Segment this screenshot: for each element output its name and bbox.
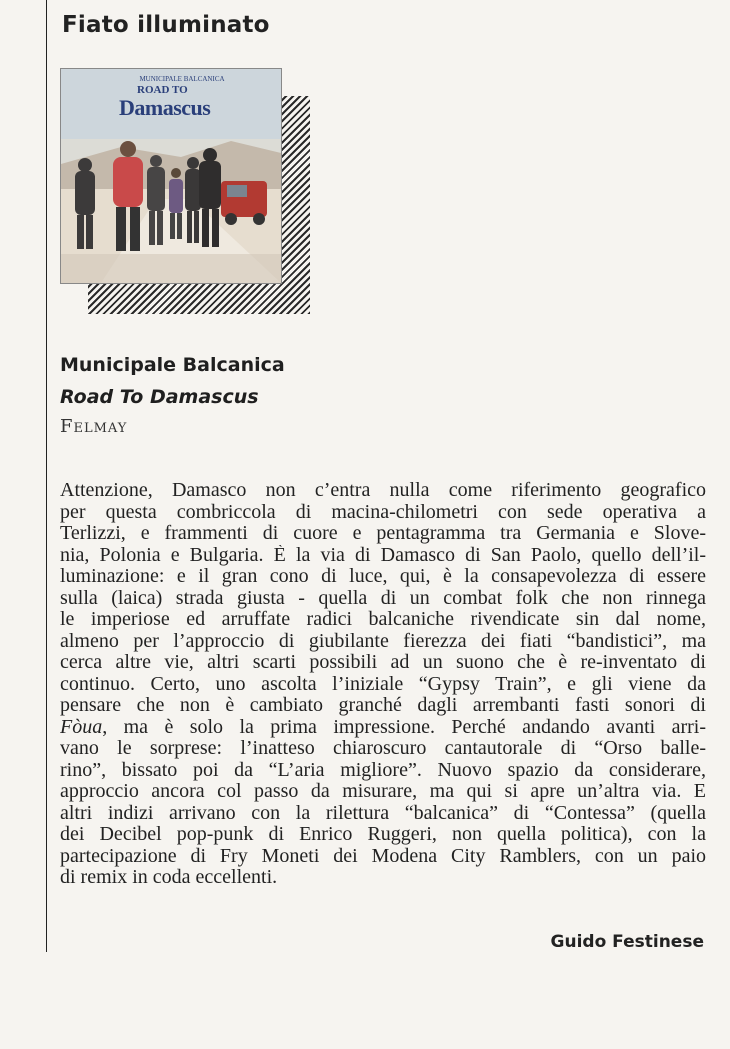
album-cover-image (60, 68, 282, 284)
review-line: altri indizi arrivano con la rilettura “balcanica” di “Contessa” (quella (60, 802, 706, 824)
review-line: sulla (laica) strada giusta - quella di un combat folk che non rinnega (60, 587, 706, 609)
review-line: nia, Polonia e Bulgaria. È la via di Damasco di San Paolo, quello dell’il- (60, 544, 706, 566)
section-heading: Fiato illuminato (62, 12, 270, 38)
cover-band-text: MUNICIPALE BALCANICA (139, 75, 225, 83)
review-line: cerca altre vie, altri scarti possibili ad un suono che è re-inventato di (60, 652, 706, 673)
cover-title-main: Damascus (119, 95, 211, 120)
review-line: rino”, bissato poi da “L’aria migliore”. Nuovo spazio da considerare, (60, 759, 706, 781)
review-line: almeno per l’approccio di giubilante fierezza dei fiati “bandistici”, ma (60, 630, 706, 652)
review-line: Terlizzi, e frammenti di cuore e pentagramma tra Germania e Slove- (60, 523, 706, 544)
review-line: Attenzione, Damasco non c’entra nulla come riferimento geografico (60, 480, 706, 501)
review-line: le imperiose ed arruffate radici balcaniche rivendicate sin dal nome, (60, 609, 706, 630)
review-line: vano le sorprese: l’inatteso chiaroscuro cantautorale di “Orso balle- (60, 738, 706, 759)
review-line: approccio ancora col passo da misurare, ma qui si apre un’altra via. E (60, 781, 706, 802)
review-author: Guido Festinese (550, 932, 704, 952)
cover-title-top: ROAD TO (137, 84, 188, 96)
record-label: Felmay (60, 416, 128, 437)
album-reference: Fòua (60, 716, 103, 738)
column-rule (46, 0, 47, 952)
review-line: partecipazione di Fry Moneti dei Modena City Ramblers, con un paio (60, 845, 706, 867)
review-line: dei Decibel pop-punk di Enrico Ruggeri, non quella politica), con la (60, 824, 706, 845)
review-line: luminazione: e il gran cono di luce, qui, è la consapevolezza di essere (60, 566, 706, 587)
review-line: continuo. Certo, uno ascolta l’iniziale “Gypsy Train”, e gli viene da (60, 673, 706, 695)
review-line: pensare che non è cambiato granché dagli arrembanti fasti sonori di (60, 695, 706, 716)
album-title: Road To Damascus (60, 386, 259, 408)
review-body (60, 480, 706, 889)
review-line: per questa combriccola di macina-chilometri con sede operativa a (60, 501, 706, 523)
review-line: di remix in coda eccellenti. (60, 867, 278, 888)
artist-name: Municipale Balcanica (60, 354, 285, 376)
album-cover-block (60, 68, 312, 316)
review-line: Fòua, ma è solo la prima impressione. Perché andando avanti arri- (60, 716, 706, 738)
